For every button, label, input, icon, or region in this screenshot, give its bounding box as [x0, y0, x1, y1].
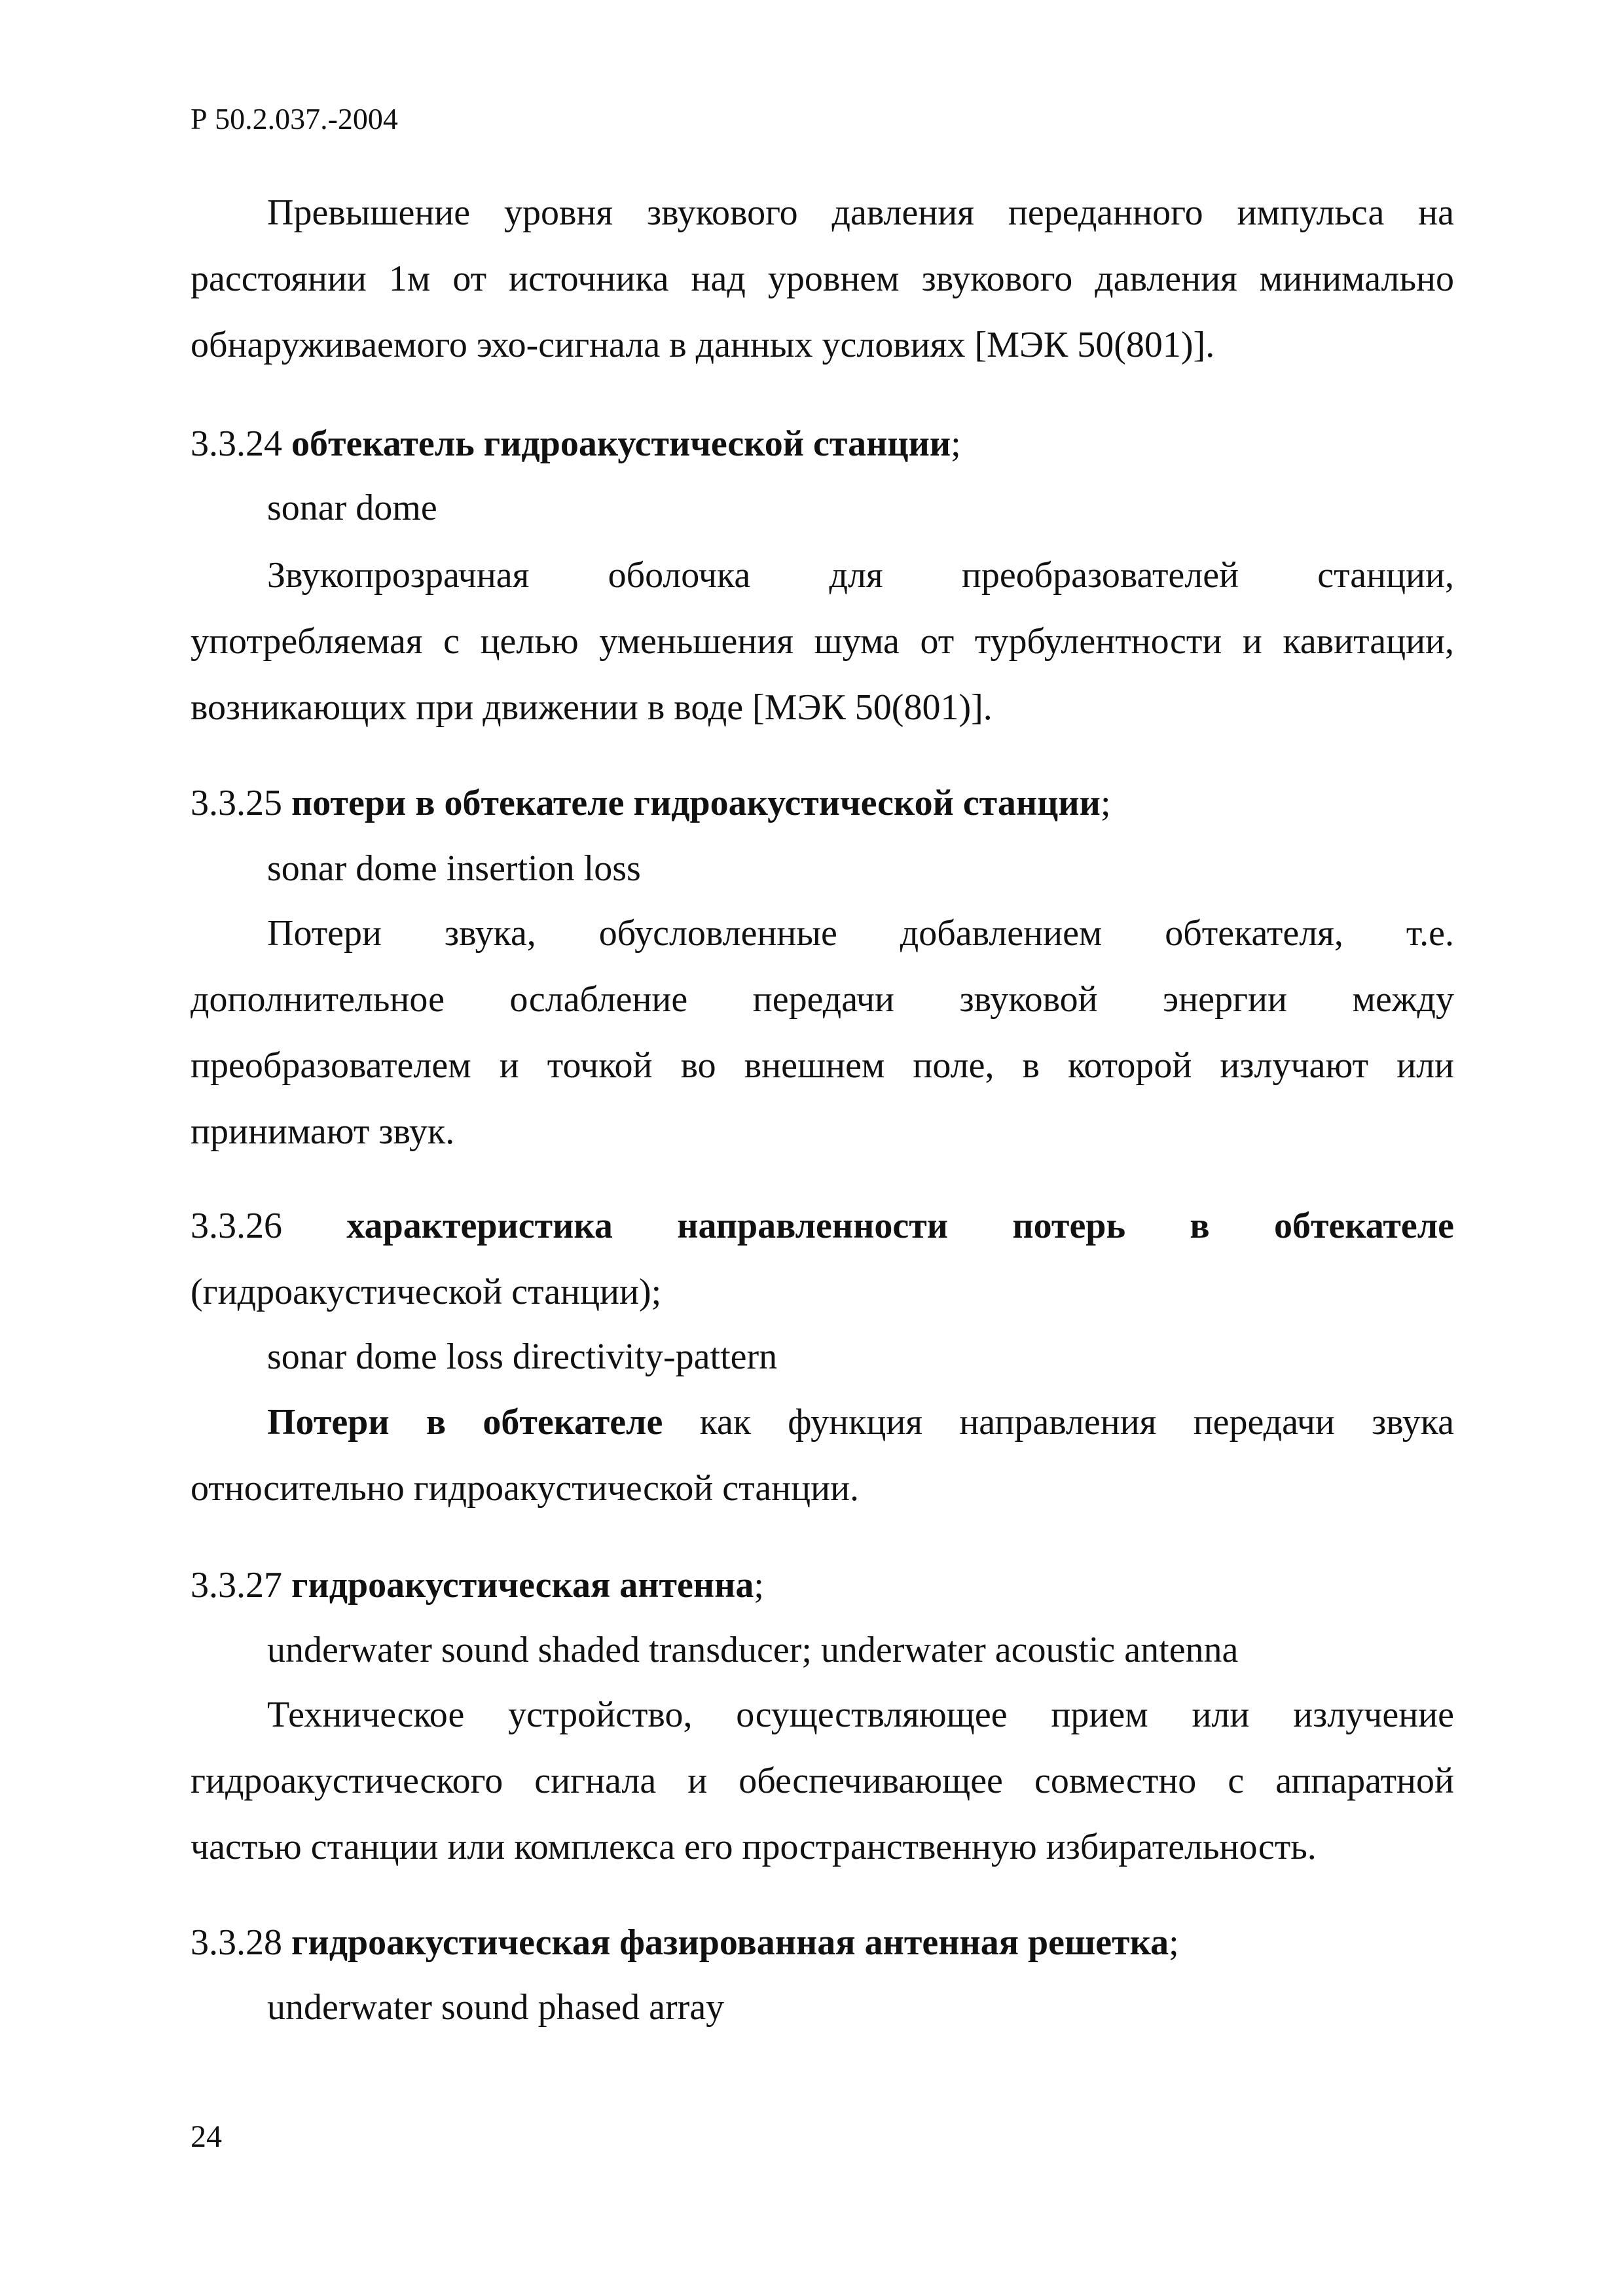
text-line: возникающих при движении в воде [МЭК 50(801)]. — [191, 687, 993, 728]
english-equivalent: sonar dome — [267, 488, 437, 528]
text-line: частью станции или комплекса его пространственную избирательность. — [191, 1827, 1317, 1867]
document-code: Р 50.2.037.-2004 — [191, 102, 398, 135]
text-span: как функция направления передачи звука — [699, 1402, 1454, 1443]
english-equivalent: sonar dome loss directivity-pattern — [267, 1336, 778, 1377]
term-heading: 3.3.28 гидроакустическая фазированная антенная решетка; — [191, 1922, 1179, 1963]
text-line: обнаруживаемого эхо-сигнала в данных условиях [МЭК 50(801)]. — [191, 325, 1215, 365]
text-line: преобразователем и точкой во внешнем поле, в которой излучают или — [191, 1045, 1454, 1086]
term-number: 3.3.28 — [191, 1922, 282, 1963]
term-number: 3.3.24 — [191, 423, 282, 464]
term-name: гидроакустическая антенна — [291, 1565, 754, 1605]
text-line: Потери звука, обусловленные добавлением обтекателя, т.е. — [267, 913, 1454, 954]
bold-phrase: Потери в обтекателе — [267, 1402, 663, 1443]
term-3-3-25 — [191, 770, 1454, 836]
term-definition — [191, 1390, 1454, 1522]
term-word: потерь — [1012, 1206, 1126, 1246]
term-name: обтекатель гидроакустической станции — [291, 423, 951, 464]
english-equivalent: underwater sound phased array — [267, 1987, 725, 2028]
term-definition — [191, 901, 1454, 1165]
english-equivalent: sonar dome insertion loss — [267, 848, 641, 889]
term-word: направленности — [677, 1206, 949, 1246]
text-line: Техническое устройство, осуществляющее прием или излучение — [267, 1695, 1454, 1735]
text-line: гидроакустического сигнала и обеспечивающее совместно с аппаратной — [191, 1761, 1454, 1801]
term-3-3-28 — [191, 1910, 1454, 1976]
text-line: относительно гидроакустической станции. — [191, 1468, 860, 1509]
term-heading: 3.3.27 гидроакустическая антенна; — [191, 1565, 764, 1605]
term-name: гидроакустическая фазированная антенная решетка — [291, 1922, 1169, 1963]
intro-definition — [191, 180, 1454, 378]
term-word: характеристика — [346, 1206, 613, 1246]
term-definition — [191, 543, 1454, 741]
term-heading: 3.3.24 обтекатель гидроакустической станции; — [191, 423, 961, 464]
term-word: обтекателе — [1274, 1206, 1454, 1246]
term-heading — [191, 1193, 1454, 1259]
text-line: Превышение уровня звукового давления переданного импульса на — [267, 192, 1454, 233]
english-equivalent: underwater sound shaded transducer; underwater acoustic antenna — [267, 1630, 1239, 1670]
term-definition — [191, 1682, 1454, 1880]
term-number: 3.3.26 — [191, 1206, 282, 1246]
term-3-3-24 — [191, 411, 1454, 477]
text-line: принимают звук. — [191, 1111, 455, 1152]
term-word: в — [1190, 1206, 1210, 1246]
text-line: расстоянии 1м от источника над уровнем звукового давления минимально — [191, 259, 1454, 299]
page-number: 24 — [191, 2119, 222, 2154]
term-number: 3.3.25 — [191, 783, 282, 823]
term-heading-continuation: (гидроакустической станции); — [191, 1272, 662, 1312]
term-number: 3.3.27 — [191, 1565, 282, 1605]
text-line: Звукопрозрачная оболочка для преобразователей станции, — [267, 555, 1454, 596]
term-name: потери в обтекателе гидроакустической станции — [291, 783, 1101, 823]
term-heading: 3.3.25 потери в обтекателе гидроакустической станции; — [191, 783, 1111, 823]
text-line — [191, 1390, 1454, 1456]
text-line: дополнительное ослабление передачи звуковой энергии между — [191, 979, 1454, 1020]
term-3-3-26 — [191, 1193, 1454, 1325]
term-3-3-27 — [191, 1552, 1454, 1619]
text-line: употребляемая с целью уменьшения шума от турбулентности и кавитации, — [191, 621, 1454, 662]
